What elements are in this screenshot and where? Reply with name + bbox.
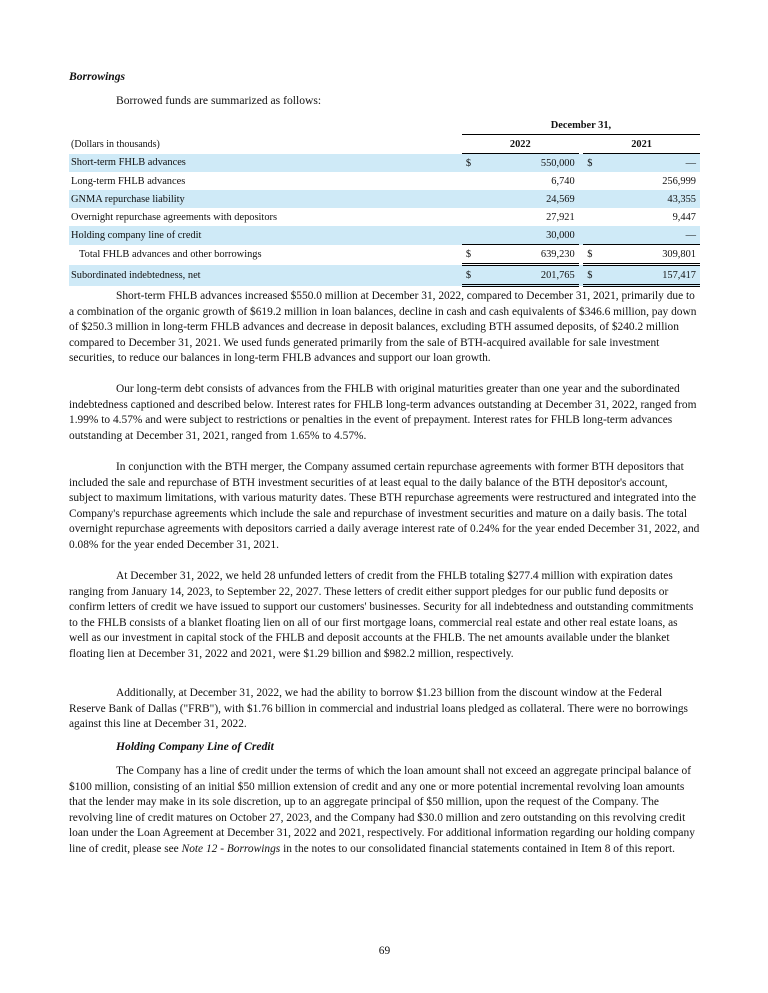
borrowings-table [69,116,700,287]
note-reference-link: Note 12 - Borrowings [181,842,281,855]
intro-text: Borrowed funds are summarized as follows: [116,94,322,107]
table-row: Overnight repurchase agreements with depositors 27,921 9,447 [71,211,696,223]
table-row-total: Total FHLB advances and other borrowings $ 639,230 $ 309,801 [69,245,700,265]
paragraph-long-term-debt: Our long-term debt consists of advances from the FHLB with original maturities greater than one year and the subordinated indebtedness captioned and described below. Interest rates for FHLB long-term advances outstanding at December 31, 2022, ranged from 1.99% to 4.57% and were subject to restrictions or penalties in the event of prepayment. Interest rates for FHLB long-term advances outstanding at December 31, 2021, ranged from 1.65% to 4.57%. [69,383,697,442]
table-row: Holding company line of credit 30,000 — [69,226,700,245]
paragraph-letters-of-credit: At December 31, 2022, we held 28 unfunded letters of credit from the FHLB totaling $277.4 million with expiration dates ranging from January 14, 2023, to September 22, 2027. These letters of credit either support pledges for our public fund deposits or confirm letters of credit we have issued to support our customers' businesses. Security for all indebtedness and outstanding commitments to the FHLB consists of a blanket floating lien on all of our first mortgage loans, commercial real estate and other real estate loans, as well as our investment in capital stock of the FHLB and deposit accounts at the FHLB. The net amounts available under the blanket floating lien at December 31, 2022 and 2021, were $1.29 billion and $982.2 million, respectively. [69,570,694,660]
subheading-holding-company-line: Holding Company Line of Credit [116,740,274,753]
table-header-years [69,135,700,154]
paragraph-discount-window: Additionally, at December 31, 2022, we had the ability to borrow $1.23 billion from the discount window at the Federal Reserve Bank of Dallas ("FRB"), with $1.76 billion in commercial and industrial loans pledged as collateral. There were no borrowings against this line at December 31, 2022. [69,687,688,731]
table-header-period [69,116,700,135]
paragraph-holding-company-line: The Company has a line of credit under the terms of which the loan amount shall not exceed an aggregate principal balance of $100 million, consisting of an initial $50 million extension of credit and any one or more potential incremental revolving loan amounts that the lender may make in its sole discretion, up to an aggregate principal of $50 million, upon the request of the Company. The revolving line of credit matures on October 27, 2023, and the Company had $30.0 million and zero outstanding on this revolving credit loan under the Loan Agreement at December 31, 2022 and 2021, respectively. For additional information regarding our holding company line of credit, please see Note 12 - Borrowings in the notes to our consolidated financial statements contained in Item 8 of this report. [69,765,695,855]
unit-label: (Dollars in thousands) [71,138,160,150]
page-number: 69 [378,945,391,957]
table-row: GNMA repurchase liability 24,569 43,355 [69,190,700,208]
paragraph-repurchase-agreements: In conjunction with the BTH merger, the Company assumed certain repurchase agreements with former BTH depositors that included the sale and repurchase of BTH investment securities of at least equal to the daily balance of the BTH depositor's account, subject to maximum limitations, with various maturity dates. These BTH repurchase agreements were restructured and integrated into the Company's repurchase agreements which include the sale and repurchase of investment securities and mature on a daily basis. The total overnight repurchase agreements with depositors carried a daily average interest rate of 0.24% for the year ended December 31, 2022, and 0.08% for the year ended December 31, 2021. [69,461,700,551]
table-row: Short-term FHLB advances $ 550,000 $ — [69,154,700,173]
paragraph-short-term-advances: Short-term FHLB advances increased $550.0 million at December 31, 2022, compared to December 31, 2021, primarily due to a combination of the organic growth of $619.2 million in loan balances, decline in cash and cash equivalents of $346.6 million, pay down of $250.3 million in long-term FHLB advances and decrease in deposit balances, excluding BTH assumed deposits, of $240.2 million compared to December 31, 2021. We used funds generated primarily from the sale of BTH-acquired available for sale investment securities, to reduce our balances in long-term FHLB advances and support our loan growth. [69,290,697,365]
section-title: Borrowings [69,70,126,83]
year-header-2022: 2022 [462,135,579,154]
table-row-subordinated: Subordinated indebtedness, net $ 201,765 $ 157,417 [69,265,700,286]
table-row: Long-term FHLB advances 6,740 256,999 [71,175,696,187]
period-header: December 31, [462,116,700,135]
year-header-2021: 2021 [583,135,700,154]
